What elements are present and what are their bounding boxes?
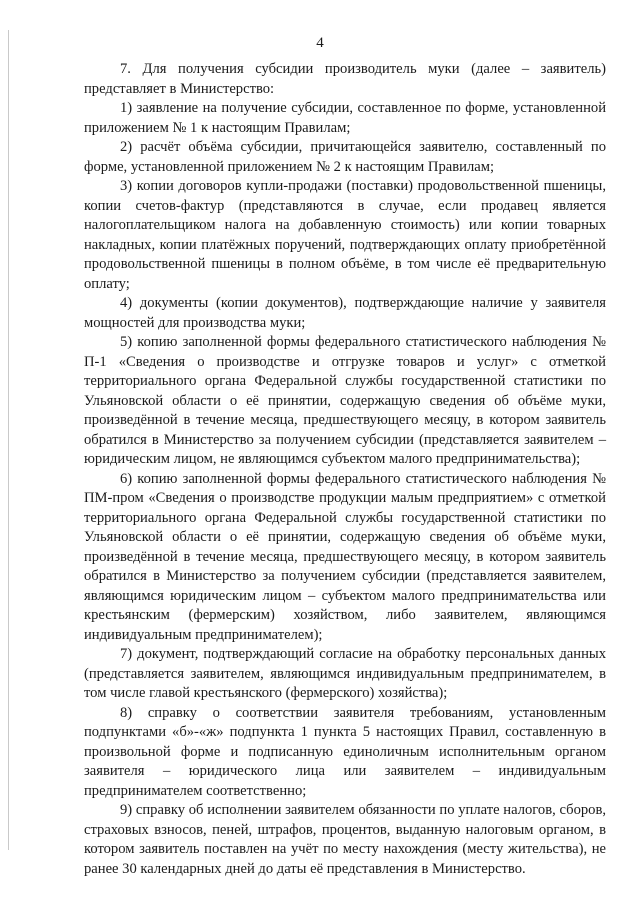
paragraph-item-2: 2) расчёт объёма субсидии, причитающейся заявителю, составленный по форме, установленной приложением № 2 к настоящим Правилам;: [84, 139, 606, 175]
paragraph-item-7: 7) документ, подтверждающий согласие на обработку персональных данных (представляется заявителем, являющимся индивидуальным предпринимателем, в том числе главой крестьянского (фермерского) хозяйства);: [84, 646, 606, 701]
page-number: 4: [316, 35, 324, 51]
document-body: [84, 60, 606, 879]
paragraph-item-6: 6) копию заполненной формы федерального статистического наблюдения № ПМ-пром «Сведения о производстве продукции малым предприятием» с отметкой территориального органа Федеральной службы государственной статистики по Ульяновской области о её принятии, содержащую сведения об объёме муки, произведённой в течение месяца, предшествующего месяцу, в котором заявитель обратился в Министерство за получением субсидии (представляется заявителем, являющимся юридическим лицом – субъектом малого предпринимательства или крестьянским (фермерским) хозяйством, либо заявителем, являющимся индивидуальным предпринимателем);: [84, 470, 606, 643]
paragraph-item-1: 1) заявление на получение субсидии, составленное по форме, установленной приложением № 1 к настоящим Правилам;: [84, 100, 606, 136]
paragraph-item-8: 8) справку о соответствии заявителя требованиям, установленным подпунктами «б»-«ж» подпункта 1 пункта 5 настоящих Правил, составленную в произвольной форме и подписанную единоличным исполнительным органом заявителя – юридического лица или заявителем – индивидуальным предпринимателем соответственно;: [84, 704, 606, 799]
paragraph-clause-7: 7. Для получения субсидии производитель муки (далее – заявитель) представляет в Министерство:: [84, 61, 606, 97]
paragraph-item-5: 5) копию заполненной формы федерального статистического наблюдения № П-1 «Сведения о производстве и отгрузке товаров и услуг» с отметкой территориального органа Федеральной службы государственной статистики по Ульяновской области о её принятии, содержащую сведения об объёме муки, произведённой в течение месяца, предшествующего месяцу, в котором заявитель обратился в Министерство за получением субсидии (представляется заявителем – юридическим лицом, не являющимся субъектом малого предпринимательства);: [84, 334, 606, 467]
paragraph-item-4: 4) документы (копии документов), подтверждающие наличие у заявителя мощностей для производства муки;: [84, 295, 606, 331]
paragraph-item-3: 3) копии договоров купли-продажи (поставки) продовольственной пшеницы, копии счетов-фактур (представляются в случае, если продавец является налогоплательщиком налога на добавленную стоимость) или копии товарных накладных, копии платёжных поручений, подтверждающих оплату приобретённой продовольственной пшеницы в полном объёме, в том числе её предварительную оплату;: [84, 178, 606, 292]
paragraph-item-9: 9) справку об исполнении заявителем обязанности по уплате налогов, сборов, страховых взносов, пеней, штрафов, процентов, выданную налоговым органом, в котором заявитель поставлен на учёт по месту нахождения (месту жительства), не ранее 30 календарных дней до даты её представления в Министерство.: [84, 802, 606, 877]
page-edge-mark: [8, 30, 9, 850]
